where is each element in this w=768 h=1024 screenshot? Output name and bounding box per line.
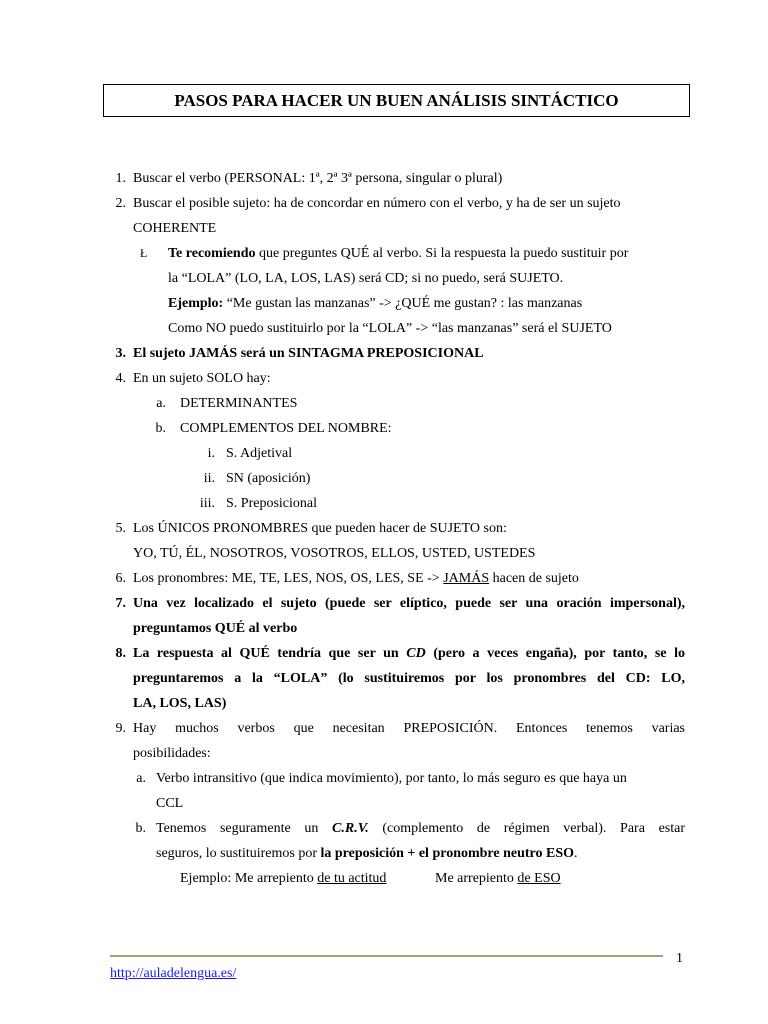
- document-body: [0, 166, 768, 891]
- item-number: 3.: [115, 346, 126, 361]
- list-item-8-cont: [0, 666, 768, 691]
- list-item-1: [0, 166, 768, 191]
- tip-bold: Te recomiendo: [168, 246, 256, 261]
- item-text: preguntaremos a la “LOLA” (lo sustituiremos por los pronombres del CD: LO,: [133, 671, 685, 686]
- sub-item-b: [0, 416, 768, 441]
- item-number: ii.: [203, 471, 215, 486]
- item-text: seguros, lo sustituiremos por: [156, 846, 321, 861]
- underlined-text: de ESO: [517, 871, 561, 886]
- item-text: Tenemos seguramente un: [156, 821, 333, 836]
- item-text: Hay muchos verbos que necesitan PREPOSICIÓN. Entonces tenemos varias: [133, 721, 685, 736]
- item-text: Una vez localizado el sujeto (puede ser elíptico, puede ser una oración impersonal),: [133, 596, 685, 611]
- footer-link[interactable]: http://auladelengua.es/: [110, 966, 237, 981]
- item-text: CCL: [156, 796, 184, 811]
- list-item-7-cont: [0, 616, 768, 641]
- crv-text: C.R.V.: [332, 821, 369, 836]
- page-number: 1: [676, 951, 683, 966]
- italic-cd: CD: [406, 646, 426, 661]
- list-item-5: [0, 516, 768, 541]
- item-text: S. Adjetival: [226, 446, 293, 461]
- item-text: El sujeto JAMÁS será un SINTAGMA PREPOSICIONAL: [133, 346, 484, 361]
- item-text: Verbo intransitivo (que indica movimiento), por tanto, lo más seguro es que haya un: [156, 771, 627, 786]
- list-item-9-cont: [0, 741, 768, 766]
- sub-sub-item-ii: [0, 466, 768, 491]
- item-number: iii.: [199, 496, 215, 511]
- tip-text: que preguntes QUÉ al verbo. Si la respuesta la puedo sustituir por: [255, 246, 629, 261]
- underlined-text: JAMÁS: [443, 571, 490, 586]
- item-text: .: [574, 846, 578, 861]
- item-text: hacen de sujeto: [489, 571, 579, 586]
- underlined-text: de tu actitud: [317, 871, 387, 886]
- item-number: b.: [135, 821, 146, 836]
- example-text: Ejemplo: Me arrepiento: [180, 871, 318, 886]
- item-number: 9.: [115, 721, 126, 736]
- item-text: COHERENTE: [133, 221, 217, 236]
- item-text: Buscar el verbo (PERSONAL: 1ª, 2ª 3ª persona, singular o plural): [133, 171, 503, 186]
- item-number: a.: [156, 396, 166, 411]
- bold-text: la preposición + el pronombre neutro ESO: [320, 846, 575, 861]
- example-label: Ejemplo:: [168, 296, 224, 311]
- tip-text: la “LOLA” (LO, LA, LOS, LAS) será CD; si no puedo, será SUJETO.: [168, 271, 564, 286]
- example-text: Me arrepiento: [435, 871, 518, 886]
- item-number: 7.: [115, 596, 126, 611]
- sub-item-9b: [0, 816, 768, 841]
- item-text: SN (aposición): [226, 471, 311, 486]
- sub-sub-item-i: [0, 441, 768, 466]
- footer-divider: [110, 955, 663, 957]
- item-number: 2.: [115, 196, 126, 211]
- title-box: [103, 84, 690, 117]
- item-number: a.: [136, 771, 146, 786]
- item-text: (pero a veces engaña), por tanto, se lo: [425, 646, 685, 661]
- example-line: [0, 866, 768, 891]
- item-number: b.: [155, 421, 166, 436]
- list-item-2-cont: [0, 216, 768, 241]
- item-text: Los ÚNICOS PRONOMBRES que pueden hacer de SUJETO son:: [133, 521, 507, 536]
- list-item-7: [0, 591, 768, 616]
- sub-item-9a: [0, 766, 768, 791]
- item-number: 5.: [115, 521, 126, 536]
- item-number: i.: [207, 446, 215, 461]
- list-item-4: [0, 366, 768, 391]
- item-text: DETERMINANTES: [180, 396, 298, 411]
- sub-item-9a-cont: [0, 791, 768, 816]
- list-item-2: [0, 191, 768, 216]
- page-title: PASOS PARA HACER UN BUEN ANÁLISIS SINTÁCTICO: [174, 91, 619, 110]
- item-text: (complemento de régimen verbal). Para estar: [368, 821, 686, 836]
- item-text: YO, TÚ, ÉL, NOSOTROS, VOSOTROS, ELLOS, USTED, USTEDES: [133, 546, 536, 561]
- sub-item-9b-cont: [0, 841, 768, 866]
- item-number: 8.: [115, 646, 126, 661]
- example-text: “Me gustan las manzanas” -> ¿QUÉ me gustan? : las manzanas: [223, 296, 583, 311]
- list-item-6: [0, 566, 768, 591]
- item-text: S. Preposicional: [226, 496, 317, 511]
- item-number: 1.: [115, 171, 126, 186]
- item-text: preguntamos QUÉ al verbo: [133, 621, 298, 636]
- list-item-5-cont: [0, 541, 768, 566]
- sub-sub-item-iii: [0, 491, 768, 516]
- item-text: COMPLEMENTOS DEL NOMBRE:: [180, 421, 392, 436]
- list-item-3: [0, 341, 768, 366]
- bullet-icon: Ł: [140, 246, 148, 260]
- tip-line-2: [0, 266, 768, 291]
- item-text: LA, LOS, LAS): [133, 696, 227, 711]
- list-item-8-cont2: [0, 691, 768, 716]
- tip-line-1: [0, 241, 768, 266]
- list-item-8: [0, 641, 768, 666]
- item-text: posibilidades:: [133, 746, 211, 761]
- item-text: Los pronombres: ME, TE, LES, NOS, OS, LES, SE ->: [133, 571, 444, 586]
- list-item-9: [0, 716, 768, 741]
- item-text: Buscar el posible sujeto: ha de concordar en número con el verbo, y ha de ser un sujeto: [133, 196, 621, 211]
- item-number: 4.: [115, 371, 126, 386]
- item-text: En un sujeto SOLO hay:: [133, 371, 271, 386]
- item-text: La respuesta al QUÉ tendría que ser un: [133, 646, 407, 661]
- tip-text: Como NO puedo sustituirlo por la “LOLA” -> “las manzanas” será el SUJETO: [168, 321, 612, 336]
- tip-line-4: [0, 316, 768, 341]
- sub-item-a: [0, 391, 768, 416]
- item-number: 6.: [115, 571, 126, 586]
- tip-example: [0, 291, 768, 316]
